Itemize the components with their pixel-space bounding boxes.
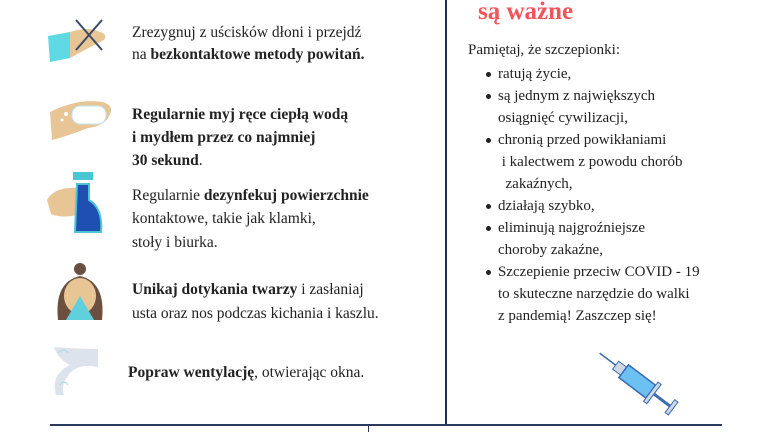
prevention-text-line	[132, 105, 348, 125]
text-segment: Unikaj dotykania twarzy	[132, 281, 298, 298]
text-segment: stoły i biurka.	[132, 234, 218, 251]
text-segment: dezynfekuj powierzchnie	[203, 187, 369, 204]
handwashing-soap-icon	[48, 96, 113, 142]
bullet-text: osiągnięć cywilizacji,	[498, 110, 628, 126]
spray-disinfectant-icon	[45, 170, 105, 236]
text-segment: usta oraz nos podczas kichania i kaszlu.	[132, 305, 379, 322]
text-segment: 30 sekund	[132, 152, 199, 169]
prevention-text-line	[132, 128, 315, 148]
text-segment: kontaktowe, takie jak klamki,	[132, 210, 316, 227]
vaccines-intro: Pamiętaj, że szczepionki:	[468, 42, 621, 58]
bullet-text: i kalectwem z powodu chorób	[498, 154, 683, 170]
bullet-icon	[486, 270, 491, 275]
prevention-text-line	[128, 363, 364, 383]
text-segment: Regularnie myj ręce ciepłą wodą	[132, 106, 349, 123]
text-segment: Zrezygnuj z uścisków dłoni i przejdź	[132, 24, 362, 41]
prevention-text-line	[132, 304, 379, 324]
text-segment: , otwierając okna.	[254, 364, 365, 381]
bullet-icon	[486, 226, 491, 231]
text-segment: i mydłem przez co najmniej	[132, 129, 316, 146]
prevention-text-line	[132, 233, 218, 253]
text-segment: bezkontaktowe metody powitań.	[150, 46, 365, 63]
bullet-text: chronią przed powikłaniami	[498, 132, 667, 148]
section-title: są ważne	[478, 0, 574, 25]
bullet-text: to skuteczne narzędzie do walki	[498, 286, 690, 302]
prevention-text-line	[132, 151, 203, 171]
bullet-text: z pandemią! Zaszczep się!	[498, 308, 657, 324]
text-segment: .	[198, 152, 203, 169]
sneezing-person-icon	[52, 262, 108, 320]
wind-ventilation-icon	[50, 345, 100, 397]
prevention-text-line	[132, 23, 361, 43]
no-handshake-icon	[48, 14, 108, 64]
text-segment: Regularnie	[132, 187, 204, 204]
bullet-text: Szczepienie przeciw COVID - 19	[498, 264, 700, 280]
bullet-text: eliminują najgroźniejsze	[498, 220, 646, 236]
prevention-text-line	[132, 45, 365, 65]
bullet-text: zakaźnych,	[498, 176, 573, 192]
bullet-icon	[486, 138, 491, 143]
bottom-tick	[368, 426, 369, 432]
prevention-text-line	[132, 209, 316, 229]
bullet-icon	[486, 204, 491, 209]
bullet-icon	[486, 72, 491, 77]
bullet-text: ratują życie,	[498, 66, 572, 82]
text-segment: na	[132, 46, 151, 63]
bottom-rule	[50, 424, 722, 426]
text-segment: Popraw wentylację	[128, 364, 255, 381]
bullet-text: są jednym z największych	[498, 88, 656, 104]
bullet-icon	[486, 94, 491, 99]
bullet-text: choroby zakaźne,	[498, 242, 603, 258]
prevention-text-line	[132, 186, 369, 206]
prevention-text-line	[132, 280, 364, 300]
syringe-icon	[590, 346, 686, 418]
bullet-text: działają szybko,	[498, 198, 595, 214]
column-divider	[445, 0, 447, 425]
text-segment: i zasłaniaj	[297, 281, 364, 298]
